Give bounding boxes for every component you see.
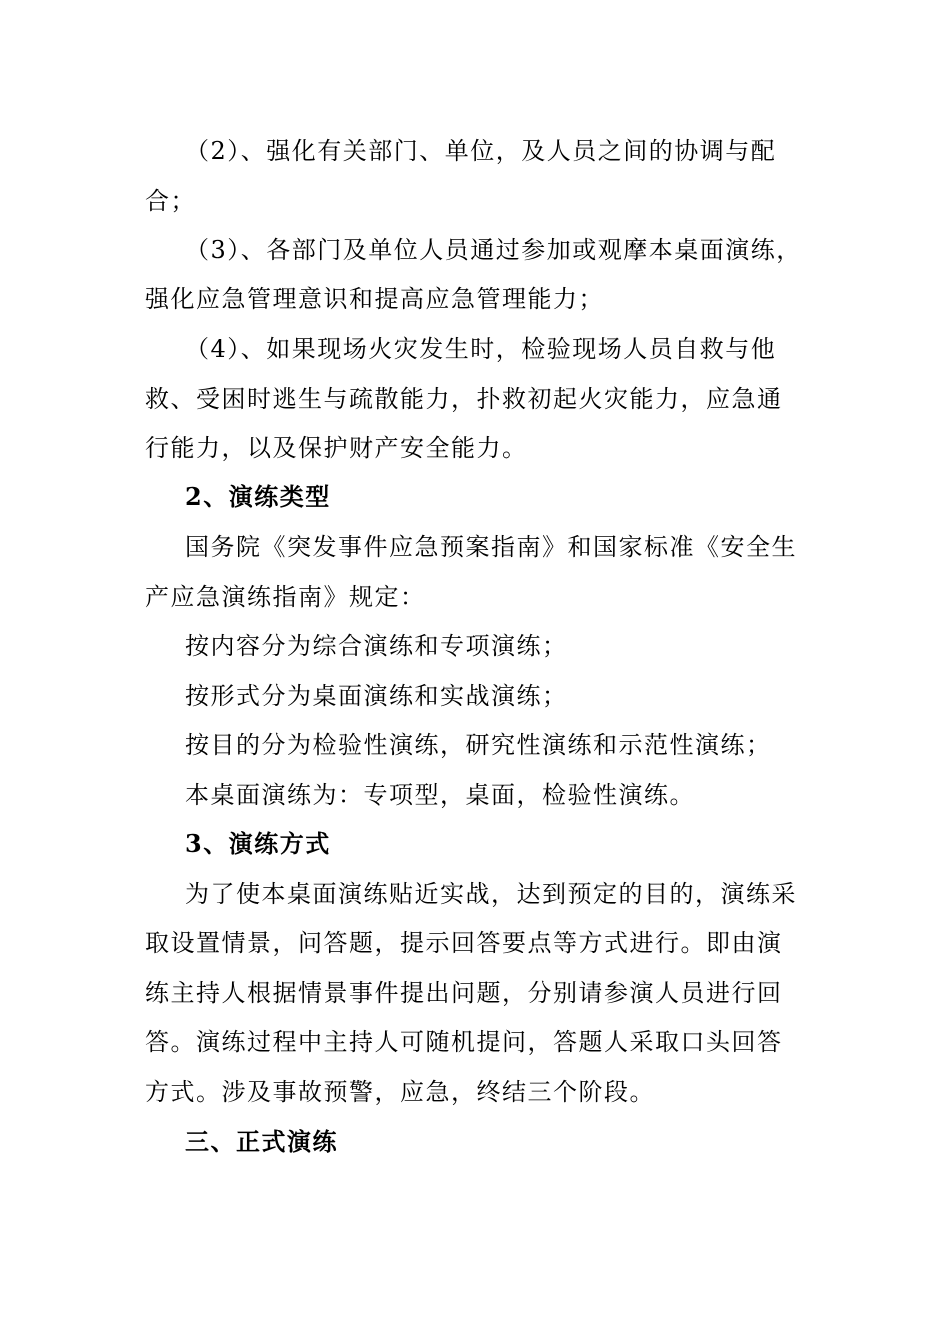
paragraph-line: （3）、各部门及单位人员通过参加或观摩本桌面演练， xyxy=(185,236,802,264)
paragraph-line: 本桌面演练为：专项型，桌面，检验性演练。 xyxy=(185,781,695,809)
paragraph-line: 按目的分为检验性演练，研究性演练和示范性演练； xyxy=(185,731,772,759)
paragraph-line: 练主持人根据情景事件提出问题，分别请参演人员进行回 xyxy=(145,979,783,1007)
paragraph-line: 产应急演练指南》规定： xyxy=(145,583,426,611)
chapter-heading: 三、正式演练 xyxy=(185,1127,338,1156)
section-heading: 2、演练类型 xyxy=(185,482,331,511)
paragraph-line: （2）、强化有关部门、单位，及人员之间的协调与配 xyxy=(185,137,777,165)
paragraph-line: （4）、如果现场火灾发生时，检验现场人员自救与他 xyxy=(185,335,777,363)
paragraph-line: 国务院《突发事件应急预案指南》和国家标准《安全生 xyxy=(185,533,797,561)
paragraph-line: 方式。涉及事故预警，应急，终结三个阶段。 xyxy=(145,1078,655,1106)
paragraph-line: 按内容分为综合演练和专项演练； xyxy=(185,632,568,660)
paragraph-line: 救、受困时逃生与疏散能力，扑救初起火灾能力，应急通 xyxy=(145,385,783,413)
paragraph-line: 行能力，以及保护财产安全能力。 xyxy=(145,434,528,462)
paragraph-line: 答。演练过程中主持人可随机提问，答题人采取口头回答 xyxy=(145,1028,783,1056)
section-heading: 3、演练方式 xyxy=(185,829,331,858)
paragraph-line: 合； xyxy=(145,187,196,215)
paragraph-line: 按形式分为桌面演练和实战演练； xyxy=(185,682,568,710)
paragraph-line: 取设置情景，问答题，提示回答要点等方式进行。即由演 xyxy=(145,929,783,957)
paragraph-line: 强化应急管理意识和提高应急管理能力； xyxy=(145,285,604,313)
paragraph-line: 为了使本桌面演练贴近实战，达到预定的目的，演练采 xyxy=(185,880,797,908)
